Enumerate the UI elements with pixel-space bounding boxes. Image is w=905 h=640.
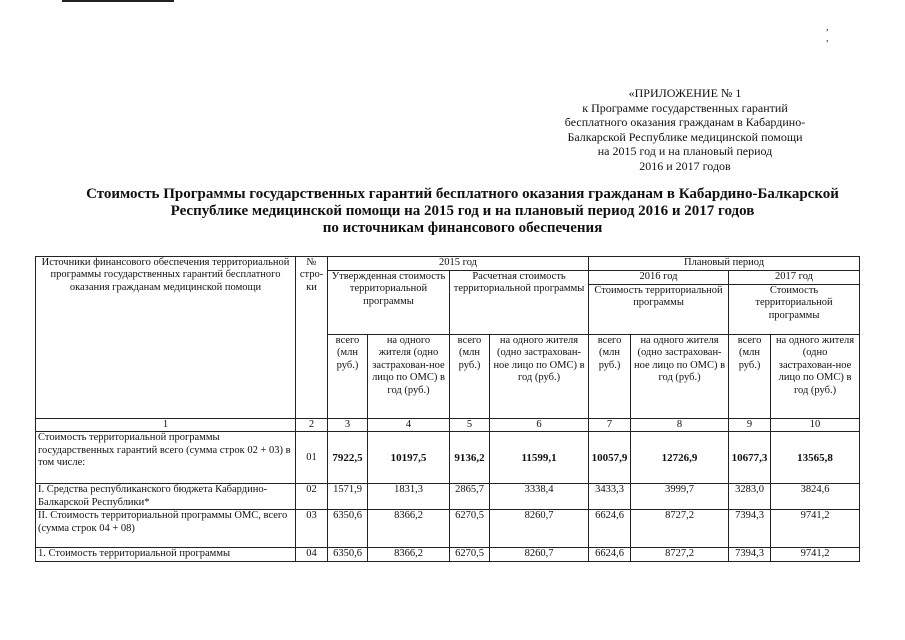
col-number: 2 [296,419,328,432]
document-title [40,186,885,237]
cell-value: 9741,2 [771,510,860,548]
cell-value: 1831,3 [368,484,450,510]
row-label: 1. Стоимость территориальной программы [36,548,296,562]
cell-value: 6270,5 [450,548,490,562]
cell-value: 8366,2 [368,548,450,562]
header-planned-period: Плановый период [589,257,860,271]
cell-value: 6350,6 [328,510,368,548]
header-calculated-cost: Расчетная стоимость территориальной программы [450,271,589,335]
col-number: 8 [631,419,729,432]
cell-value: 6624,6 [589,510,631,548]
appendix-note [560,86,810,174]
appendix-line: бесплатного оказания гражданам в Кабардино- [564,115,806,130]
appendix-line: «ПРИЛОЖЕНИЕ № 1 [628,86,742,100]
cell-value: 8260,7 [490,548,589,562]
table-row [36,484,860,510]
cell-value: 7394,3 [729,548,771,562]
cell-value: 7394,3 [729,510,771,548]
title-line: Республике медицинской помощи на 2015 год и на плановый период 2016 и 2017 годов [170,203,755,219]
cell-value: 3283,0 [729,484,771,510]
cell-value: 9741,2 [771,548,860,562]
scan-marks: , , [826,22,859,44]
cell-value: 10677,3 [729,432,771,484]
header-total: всего (млн руб.) [729,335,771,419]
cell-value: 11599,1 [490,432,589,484]
cell-value: 6624,6 [589,548,631,562]
appendix-line: на 2015 год и на плановый период [597,144,773,159]
header-approved-cost: Утвержденная стоимость территориальной программы [328,271,450,335]
cell-value: 3433,3 [589,484,631,510]
cell-value: 13565,8 [771,432,860,484]
cell-value: 3999,7 [631,484,729,510]
col-number: 3 [328,419,368,432]
header-total: всего (млн руб.) [589,335,631,419]
cell-value: 6350,6 [328,548,368,562]
header-total: всего (млн руб.) [450,335,490,419]
appendix-line: 2016 и 2017 годов [639,158,731,173]
scan-edge-line [62,0,174,2]
header-total: всего (млн руб.) [328,335,368,419]
table-row [36,432,860,484]
row-label: II. Стоимость территориальной программы ОМС, всего (сумма строк 04 + 08) [36,510,296,548]
cell-value: 10197,5 [368,432,450,484]
header-per-capita: на одного жителя (одно застрахован-ное лицо по ОМС) в год (руб.) [631,335,729,419]
financing-table [35,256,860,562]
row-number: 02 [296,484,328,510]
cell-value: 8727,2 [631,548,729,562]
col-number: 10 [771,419,860,432]
col-number: 4 [368,419,450,432]
title-line: Стоимость Программы государственных гарантий бесплатного оказания гражданам в Кабардино-Балкарской [86,186,839,202]
title-line: по источникам финансового обеспечения [322,220,603,236]
cell-value: 8366,2 [368,510,450,548]
appendix-line: Балкарской Республике медицинской помощи [567,129,803,144]
row-label: Стоимость территориальной программы государственных гарантий всего (сумма строк 02 + 03) в том числе: [36,432,296,484]
cell-value: 8260,7 [490,510,589,548]
header-year-2016: 2016 год [589,271,729,285]
header-cost-2016: Стоимость территориальной программы [589,285,729,335]
header-per-capita: на одного жителя (одно застрахован-ное лицо по ОМС) в год (руб.) [368,335,450,419]
header-year-2017: 2017 год [729,271,860,285]
header-per-capita: на одного жителя (одно застрахован-ное лицо по ОМС) в год (руб.) [771,335,860,419]
col-number: 9 [729,419,771,432]
cell-value: 8727,2 [631,510,729,548]
col-number: 6 [490,419,589,432]
row-number: 03 [296,510,328,548]
row-number: 01 [296,432,328,484]
cell-value: 6270,5 [450,510,490,548]
cell-value: 9136,2 [450,432,490,484]
header-source: Источники финансового обеспечения территориальной программы государственных гарантий бесплатного оказания гражданам медицинской помощи [36,257,296,419]
header-year-2015: 2015 год [328,257,589,271]
cell-value: 10057,9 [589,432,631,484]
header-cost-2017: Стоимость территориальной программы [729,285,860,335]
col-number: 5 [450,419,490,432]
cell-value: 3824,6 [771,484,860,510]
header-per-capita: на одного жителя (одно застрахован-ное лицо по ОМС) в год (руб.) [490,335,589,419]
cell-value: 12726,9 [631,432,729,484]
row-label: I. Средства республиканского бюджета Кабардино-Балкарской Республики* [36,484,296,510]
table-row [36,548,860,562]
col-number: 1 [36,419,296,432]
cell-value: 2865,7 [450,484,490,510]
header-row-no: № стро-ки [296,257,328,419]
cell-value: 7922,5 [328,432,368,484]
cell-value: 1571,9 [328,484,368,510]
appendix-line: к Программе государственных гарантий [582,100,788,115]
row-number: 04 [296,548,328,562]
table-row [36,510,860,548]
cell-value: 3338,4 [490,484,589,510]
col-number: 7 [589,419,631,432]
